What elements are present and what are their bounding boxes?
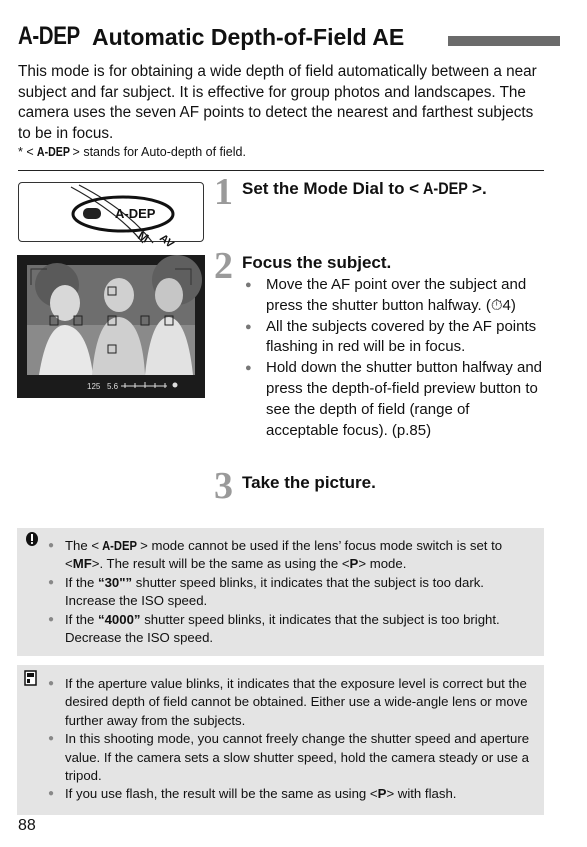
- title-text: Automatic Depth-of-Field AE: [92, 24, 405, 50]
- step-2-number: 2: [214, 245, 233, 287]
- tips-note: [17, 665, 544, 815]
- tip-item: ● In this shooting mode, you cannot freely change the shutter speed and aperture value. If the camera sets a slow shutter speed, hold the camera steady or use a tripod.: [17, 730, 537, 785]
- step-3-number: 3: [214, 465, 233, 507]
- dial-mode-label: A-DEP: [115, 206, 156, 221]
- tip-item: ● If the aperture value blinks, it indicates that the exposure level is correct but the desired depth of field cannot be obtained. Either use a wide-angle lens or move further away from the subjects.: [17, 675, 537, 730]
- step-2-title: Focus the subject.: [242, 253, 392, 272]
- caution-item: ● If the “4000” shutter speed blinks, it indicates that the subject is too bright. Decrease the ISO speed.: [17, 611, 537, 648]
- svg-text:M: M: [135, 228, 152, 246]
- footnote: * < A-DEP > stands for Auto-depth of field.: [18, 145, 246, 159]
- mode-dial-illustration: [18, 182, 204, 251]
- step-1-number: 1: [214, 171, 233, 213]
- step-2-bullets: [243, 275, 545, 441]
- viewfinder-photo-image: [17, 255, 205, 398]
- title-decoration-bar: [448, 36, 560, 46]
- tip-item: ● If you use flash, the result will be the same as using <P> with flash.: [17, 785, 537, 803]
- mode-dial-icon: [19, 183, 203, 251]
- svg-text:AV: AV: [157, 232, 176, 251]
- page-number: 88: [18, 817, 36, 834]
- section-divider: [18, 170, 544, 171]
- step-3-title: Take the picture.: [242, 473, 376, 492]
- caution-note: [17, 528, 544, 656]
- caution-item: ● If the “30"” shutter speed blinks, it indicates that the subject is too dark. Increase the ISO speed.: [17, 574, 537, 611]
- caution-item: ● The < A-DEP > mode cannot be used if the lens’ focus mode switch is set to <MF>. The result will be the same as using the <P> mode.: [17, 537, 537, 574]
- step-1-title: Set the Mode Dial to < A-DEP >.: [242, 179, 487, 198]
- title-mode-glyph: A-DEP: [18, 22, 80, 50]
- intro-paragraph: This mode is for obtaining a wide depth of field automatically between a near subject and far subject. It is effective for group photos and landscapes. The camera uses the seven AF points to detect the nearest and farthest subjects to be in focus.: [18, 63, 537, 142]
- list-item: ● All the subjects covered by the AF points flashing in red will be in focus.: [243, 317, 545, 359]
- list-item: ● Hold down the shutter button halfway and press the depth-of-field preview button to see the depth of field (range of acceptable focus). (p.85): [243, 358, 545, 441]
- list-item: ● Move the AF point over the subject and press the shutter button halfway. (⏱4): [243, 275, 545, 317]
- viewfinder-shutter: 125: [87, 382, 101, 391]
- viewfinder-aperture: 5.6: [107, 382, 119, 391]
- page-title: [18, 22, 570, 56]
- viewfinder-photo: [17, 255, 205, 398]
